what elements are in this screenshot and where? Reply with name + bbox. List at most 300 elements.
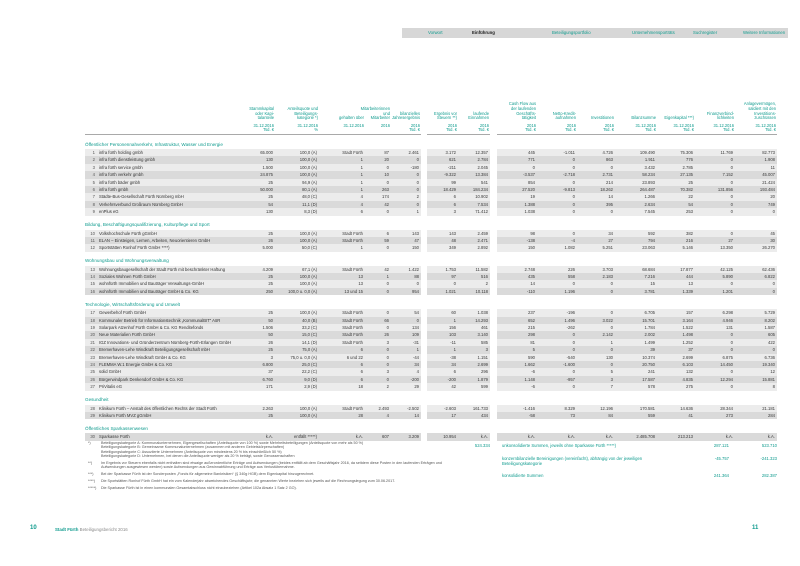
footnote-text: Die Sparkasse Fürth ist in einen kommunalen Gesamtabschluss nicht einzubeziehen (Artikel 102a Absatz 1 Satz 2 GO).	[101, 485, 297, 490]
cell-anteilsquote: 94,9 (A)	[302, 179, 317, 185]
row-segment-middle	[427, 339, 490, 346]
cell-finanzverbindlichkeiten: 0	[730, 332, 733, 338]
table-row	[85, 171, 777, 178]
cell-jahresergebnis: 0	[416, 317, 419, 323]
cell-cash-flow: -1.416	[523, 405, 535, 411]
header-date: 31.12.2016	[343, 122, 364, 128]
cell-netto-kreditaufnahmen: 558	[568, 274, 575, 280]
cell-gehalten-ueber: 28	[358, 412, 363, 418]
cell-cash-flow: 2.748	[524, 266, 535, 272]
footer-brand: Stadt Fürth	[55, 527, 79, 532]
cell-laufende-einnahmen: 2.045	[477, 164, 488, 170]
cell-ergebnis-vor-steuern: 621	[449, 157, 456, 163]
cell-investitionen: 214	[606, 179, 613, 185]
nav-tab-beteiligungsportfolio[interactable]: Beteiligungsportfolio	[552, 30, 591, 35]
header-line: lichkeiten	[716, 115, 734, 121]
row-segment-middle	[427, 193, 490, 200]
row-segment-middle	[427, 171, 490, 178]
header-unit: Tsd. €	[723, 127, 734, 133]
row-segment-left	[85, 309, 421, 316]
company-name: Sparkasse Fürth	[99, 434, 130, 440]
row-segment-right	[497, 193, 777, 200]
cell-gehalten-ueber: 6	[360, 376, 363, 382]
header-date: 31.12.2016	[297, 122, 318, 128]
cell-finanzverbindlichkeiten: 28.344	[720, 405, 733, 411]
cell-bilanzsumme: 6.705	[644, 310, 655, 316]
row-segment-right	[497, 230, 777, 237]
cell-mitarbeiter: 3	[386, 369, 389, 375]
cell-ergebnis-vor-steuern: -211	[447, 164, 456, 170]
cell-netto-kreditaufnahmen: 0	[572, 347, 575, 353]
cell-anlagevermoegen: 19.340	[762, 361, 775, 367]
cell-mitarbeiter: 174	[382, 194, 389, 200]
cell-netto-kreditaufnahmen: 73	[570, 412, 575, 418]
footnote-text: Beteiligungskategorie D: Unternehmen, bei denen die Anteilsquote weniger als 20 % beträgt, sowie Genossenschaften	[101, 454, 295, 459]
row-segment-left	[85, 186, 421, 193]
header-line: Jahresergebnis	[392, 115, 420, 121]
cell-finanzverbindlichkeiten: 7.152	[722, 172, 733, 178]
cell-netto-kreditaufnahmen: -1.600	[563, 361, 575, 367]
cell-finanzverbindlichkeiten: 0	[730, 201, 733, 207]
header-spacer	[97, 84, 231, 135]
cell-cash-flow: 652	[528, 317, 535, 323]
column-header-cash-flow	[497, 84, 537, 135]
row-segment-left	[85, 405, 421, 412]
cell-jahresergebnis: 0	[416, 179, 419, 185]
row-segment-middle	[427, 273, 490, 280]
row-segment-right	[497, 171, 777, 178]
nav-tab-einf-hrung[interactable]: Einführung	[472, 30, 495, 35]
cell-eigenkapital: 1.252	[682, 339, 693, 345]
cell-ergebnis-vor-steuern: 18.429	[443, 186, 456, 192]
table-row	[85, 164, 777, 171]
column-header-text	[509, 102, 536, 133]
row-segment-middle	[427, 433, 490, 440]
row-segment-middle	[427, 156, 490, 163]
cell-eigenkapital: 75.306	[680, 150, 693, 155]
header-line: saldiert mit den	[748, 105, 776, 111]
cell-netto-kreditaufnahmen: 0	[572, 201, 575, 207]
cell-stammkapital: 25	[268, 230, 273, 236]
cell-stammkapital: 25	[268, 347, 273, 353]
row-segment-middle	[427, 346, 490, 353]
cell-anlagevermoegen: 0	[772, 288, 775, 294]
table-row	[85, 201, 777, 208]
cell-anteilsquote: 50,0 (C)	[301, 245, 317, 251]
table-row	[85, 288, 777, 295]
cell-investitionen: 3.703	[602, 266, 613, 272]
cell-ergebnis-vor-steuern: -9.322	[444, 172, 456, 178]
header-line: Mitarbeiter	[370, 115, 390, 121]
company-name: Bremerhaven-Lehe Windkraft GmbH & Co. KG	[99, 354, 186, 360]
cell-mitarbeiter: 607	[382, 434, 389, 440]
cell-laufende-einnahmen: 12.357	[475, 150, 488, 155]
summary-value-1: 241.364	[713, 473, 729, 478]
cell-investitionen: 34	[608, 230, 613, 236]
column-header-text	[288, 107, 319, 133]
cell-cash-flow: 590	[528, 354, 535, 360]
cell-stammkapital: 6.760	[262, 376, 273, 382]
cell-finanzverbindlichkeiten: 42.125	[720, 266, 733, 272]
row-number: 7	[92, 194, 95, 200]
nav-tab-weitere-informationen[interactable]: Weitere Informationen	[743, 30, 786, 35]
cell-ergebnis-vor-steuern: 97	[451, 274, 456, 280]
cell-bilanzsumme: 58.234	[642, 172, 655, 178]
header-date: 31.12.2016	[673, 122, 694, 128]
cell-cash-flow: 854	[528, 179, 535, 185]
cell-eigenkapital: 3.164	[682, 317, 693, 323]
header-line: Netto-Kredit-	[552, 110, 576, 116]
row-segment-left	[85, 368, 421, 375]
table-row	[85, 280, 777, 287]
cell-laufende-einnahmen: 1.879	[477, 376, 488, 382]
footnote-text: Beteiligungskategorie A: Kommunalunternehmen, Eigengesellschaften (Anteilsquote von 100 %) sowie Mehrheitsbeteiligungen (Anteilsquote von mehr als 50 %)	[101, 441, 364, 445]
cell-anteilsquote: 25,0 (C)	[301, 361, 317, 367]
row-segment-middle	[427, 280, 490, 287]
cell-finanzverbindlichkeiten: 0	[730, 230, 733, 236]
header-date: 2016	[410, 122, 420, 128]
cell-bilanzsumme: 1.784	[644, 325, 655, 331]
cell-stammkapital: 65.000	[260, 150, 273, 155]
cell-jahresergebnis: -44	[412, 354, 419, 360]
summary-row	[85, 456, 777, 466]
cell-jahresergebnis: 1	[416, 347, 419, 353]
row-segment-left	[85, 273, 421, 280]
header-line: Mitarbeiterinnen	[360, 106, 390, 111]
cell-laufende-einnahmen: 1.151	[477, 354, 488, 360]
company-name: Klinikum Fürth – Anstalt des öffentlichen Rechts der Stadt Fürth	[99, 405, 217, 411]
cell-mitarbeiter: 87	[384, 150, 389, 155]
row-number: 26	[90, 376, 95, 382]
row-segment-left	[85, 149, 421, 156]
header-date: 2016	[380, 122, 390, 128]
company-name: infra fürth service gmbh	[99, 164, 143, 170]
column-header-text	[392, 112, 420, 133]
row-segment-left	[85, 433, 421, 440]
cell-investitionen: 7	[610, 384, 613, 390]
cell-gehalten-ueber: 1	[360, 179, 363, 185]
cell-jahresergebnis: -31	[412, 339, 419, 345]
header-line: Investitions-	[754, 110, 776, 116]
cell-gehalten-ueber: k.A.	[355, 434, 363, 440]
cell-gehalten-ueber: Stadt Fürth	[342, 317, 363, 323]
cell-eigenkapital: 14.636	[680, 405, 693, 411]
cell-investitionen: 18.262	[600, 186, 613, 192]
company-name: wohnfürth Immobilien und Bauträger GmbH & Co. KG	[99, 288, 199, 294]
cell-mitarbeiter: 0	[386, 361, 389, 367]
row-segment-middle	[427, 361, 490, 368]
company-name: infra fürth dienstleistung gmbh	[99, 157, 156, 163]
column-header-text	[361, 107, 390, 133]
section-header: Bildung, Beschäftigungsqualifizierung, Kulturpflege und Sport	[85, 222, 210, 228]
row-segment-left	[85, 324, 421, 331]
column-header-text	[631, 116, 656, 133]
cell-investitionen: 0	[610, 209, 613, 215]
column-header-text	[249, 107, 274, 133]
row-number: 29	[90, 412, 95, 418]
column-header-mitarbeiter	[360, 84, 391, 135]
cell-anteilsquote: 9,0 (D)	[304, 376, 317, 382]
cell-jahresergebnis: 3.209	[408, 434, 419, 440]
row-segment-left	[85, 237, 421, 244]
company-name: infra fürth verkehr gmbh	[99, 172, 144, 178]
row-segment-middle	[427, 237, 490, 244]
cell-mitarbeiter: 0	[386, 376, 389, 382]
cell-cash-flow: 1.038	[524, 209, 535, 215]
cell-stammkapital: 26	[268, 339, 273, 345]
cell-bilanzsumme: 2.002	[644, 332, 655, 338]
row-number: 15	[90, 281, 95, 287]
cell-jahresergebnis: 1	[416, 209, 419, 215]
cell-netto-kreditaufnahmen: -196	[566, 310, 575, 316]
row-segment-right	[497, 266, 777, 273]
company-name: Klinikum Fürth MVZ gGmbH	[99, 412, 152, 418]
cell-cash-flow: 0	[532, 164, 535, 170]
cell-jahresergebnis: 954	[412, 288, 419, 294]
cell-eigenkapital: 132	[686, 369, 693, 375]
column-header-text	[707, 112, 734, 133]
footer-report-title: Beteiligungsbericht 2016	[79, 527, 128, 532]
header-segment	[497, 84, 777, 135]
cell-netto-kreditaufnahmen: 0	[572, 230, 575, 236]
table-row	[85, 324, 777, 331]
cell-anteilsquote: 100,0 (A)	[299, 164, 317, 170]
cell-mitarbeiter: 263	[382, 186, 389, 192]
row-segment-middle	[427, 179, 490, 186]
column-header-gehalten-ueber	[319, 84, 365, 135]
row-segment-right	[497, 368, 777, 375]
cell-gehalten-ueber: Stadt Fürth	[342, 339, 363, 345]
nav-tab-vorwort[interactable]: Vorwort	[428, 30, 443, 35]
row-segment-right	[497, 361, 777, 368]
header-line: Investitionen	[591, 115, 614, 121]
table-row	[85, 331, 777, 338]
page-number-left: 10	[30, 525, 37, 531]
row-segment-left	[85, 339, 421, 346]
column-header-jahresergebnis	[391, 84, 421, 135]
cell-stammkapital: 5.000	[262, 245, 273, 251]
cell-gehalten-ueber: 13	[358, 281, 363, 287]
cell-laufende-einnahmen: k.A.	[480, 434, 488, 440]
cell-finanzverbindlichkeiten: 0	[730, 164, 733, 170]
row-segment-middle	[427, 354, 490, 361]
summary-label: konsolidierte Summen	[502, 473, 544, 478]
cell-jahresergebnis: 109	[412, 332, 419, 338]
nav-tab-unternehmensportr-ts[interactable]: Unternehmensporträts	[632, 30, 675, 35]
cell-cash-flow: -110	[526, 288, 535, 294]
cell-anteilsquote: 100,0 (A)	[299, 150, 317, 155]
summary-row	[85, 443, 777, 448]
row-segment-left	[85, 266, 421, 273]
cell-mitarbeiter: 0	[386, 281, 389, 287]
cell-cash-flow: 81	[530, 339, 535, 345]
cell-cash-flow: 445	[528, 150, 535, 155]
cell-laufende-einnahmen: 296	[481, 369, 488, 375]
row-segment-left	[85, 288, 421, 295]
cell-netto-kreditaufnahmen: 0	[572, 281, 575, 287]
cell-investitionen: 0	[610, 361, 613, 367]
row-segment-right	[497, 208, 777, 215]
footnote-marker: ****)	[88, 479, 95, 484]
cell-laufende-einnahmen: 2	[485, 281, 488, 287]
cell-jahresergebnis: 150	[412, 245, 419, 251]
cell-bilanzsumme: 264.487	[639, 186, 655, 192]
cell-bilanzsumme: 23.063	[642, 245, 655, 251]
cell-anlagevermoegen: 82.773	[762, 150, 775, 155]
cell-bilanzsumme: 68.684	[642, 266, 655, 272]
cell-stammkapital: 25	[268, 281, 273, 287]
header-date: 2016	[447, 122, 457, 128]
company-name: Volkshochschule Fürth gGmbH	[99, 230, 157, 236]
cell-laufende-einnahmen: 13.384	[475, 172, 488, 178]
row-segment-right	[497, 280, 777, 287]
cell-finanzverbindlichkeiten: 0	[730, 179, 733, 185]
row-segment-left	[85, 156, 421, 163]
cell-stammkapital: 25	[268, 179, 273, 185]
footnote-line	[88, 486, 456, 490]
holdings-overview-table	[85, 84, 777, 441]
header-unit	[361, 128, 390, 133]
company-name: IGZ Innovations- und Gründerzentrum Nürnberg-Fürth-Erlangen GmbH	[99, 339, 231, 345]
cell-anlagevermoegen: 20	[770, 194, 775, 200]
header-line: Ergebnis vor	[434, 110, 457, 116]
row-number: 21	[90, 339, 95, 345]
company-name: Sportstätten Ronhof Fürth GmbH ****)	[99, 245, 170, 251]
cell-investitionen: 863	[606, 157, 613, 163]
cell-investitionen: 0	[610, 347, 613, 353]
cell-cash-flow: 19	[530, 194, 535, 200]
row-segment-right	[497, 201, 777, 208]
cell-cash-flow: -6	[531, 384, 535, 390]
table-row	[85, 179, 777, 186]
cell-laufende-einnahmen: 14.293	[475, 317, 488, 323]
cell-anteilsquote: 100,0 (A)	[299, 274, 317, 280]
cell-mitarbeiter: 42	[384, 266, 389, 272]
row-number: 20	[90, 332, 95, 338]
table-row	[85, 368, 777, 375]
cell-investitionen: 27	[608, 237, 613, 243]
cell-anlagevermoegen: 284	[768, 412, 775, 418]
cell-cash-flow: 1.662	[524, 361, 535, 367]
cell-gehalten-ueber: 4	[360, 194, 363, 200]
cell-eigenkapital: 2.785	[682, 164, 693, 170]
cell-eigenkapital: 22	[688, 194, 693, 200]
row-segment-left	[85, 193, 421, 200]
cell-anlagevermoegen: 11	[770, 164, 775, 170]
header-line: und	[383, 110, 390, 116]
cell-netto-kreditaufnahmen: 0	[572, 339, 575, 345]
cell-netto-kreditaufnahmen: 0	[572, 164, 575, 170]
header-date: 2016	[526, 122, 536, 128]
row-segment-middle	[427, 266, 490, 273]
header-segment	[427, 84, 490, 135]
footnote-text: Die Sportstätten Ronhof Fürth GmbH hat ein vom Kalenderjahr abweichendes Geschäftsjahr; die genannten Werte beziehen sich jeweils auf die Rechnungslegung zum 30.06.2017.	[101, 479, 396, 484]
cell-mitarbeiter: 1	[386, 274, 389, 280]
row-segment-middle	[427, 331, 490, 338]
row-segment-right	[497, 412, 777, 419]
cell-bilanzsumme: 1.499	[644, 339, 655, 345]
cell-bilanzsumme: 2.634	[644, 201, 655, 207]
cell-ergebnis-vor-steuern: 0	[453, 281, 456, 287]
row-number: 18	[90, 317, 95, 323]
cell-bilanzsumme: 15.701	[642, 317, 655, 323]
cell-laufende-einnahmen: 184.234	[472, 186, 488, 192]
header-line: Geschäfts-	[516, 110, 536, 116]
cell-jahresergebnis: 34	[414, 361, 419, 367]
cell-finanzverbindlichkeiten: 27	[728, 237, 733, 243]
row-segment-right	[497, 324, 777, 331]
column-header-ergebnis-vor-steuern	[427, 84, 458, 135]
cell-jahresergebnis: 47	[414, 237, 419, 243]
cell-finanzverbindlichkeiten: 0	[730, 369, 733, 375]
cell-netto-kreditaufnahmen: 1.196	[564, 288, 575, 294]
cell-stammkapital: 24.875	[260, 172, 273, 178]
cell-bilanzsumme: 17.587	[642, 376, 655, 382]
cell-anlagevermoegen: 6.736	[764, 354, 775, 360]
cell-anteilsquote: 75,0 (A)	[302, 347, 317, 353]
cell-gehalten-ueber: Stadt Fürth	[342, 310, 363, 316]
cell-anlagevermoegen: 30	[770, 237, 775, 243]
column-header-text	[553, 112, 576, 133]
cell-eigenkapital: 41	[688, 412, 693, 418]
header-unit: Tsd. €	[263, 127, 274, 133]
cell-netto-kreditaufnahmen: 0	[572, 384, 575, 390]
section-header: Technologie, Wirtschaftsförderung und Umwelt	[85, 301, 180, 307]
cell-stammkapital: 4.209	[262, 266, 273, 272]
cell-laufende-einnahmen: 1.038	[477, 310, 488, 316]
row-segment-left	[85, 331, 421, 338]
cell-eigenkapital: 17.877	[680, 266, 693, 272]
cell-gehalten-ueber: Stadt Fürth	[342, 405, 363, 411]
header-date: 2016	[566, 122, 576, 128]
cell-stammkapital: 25	[268, 310, 273, 316]
cell-investitionen: 0	[610, 164, 613, 170]
cell-eigenkapital: 54	[688, 201, 693, 207]
cell-anteilsquote: 100,0 (A)	[299, 310, 317, 316]
table-row	[85, 149, 777, 156]
cell-anlagevermoegen: 6.822	[764, 274, 775, 280]
row-number: 25	[90, 369, 95, 375]
column-header-bilanzsumme	[615, 84, 657, 135]
cell-investitionen: 3.022	[602, 317, 613, 323]
cell-mitarbeiter: 0	[386, 288, 389, 294]
cell-anteilsquote: 100,0 (A)	[299, 230, 317, 236]
cell-finanzverbindlichkeiten: 131	[726, 325, 733, 331]
cell-investitionen: 4.726	[602, 150, 613, 155]
row-segment-middle	[427, 186, 490, 193]
column-header-anteilsquote	[275, 84, 319, 135]
row-number: 23	[90, 354, 95, 360]
cell-jahresergebnis: 134	[412, 325, 419, 331]
row-number: 13	[90, 266, 95, 272]
cell-netto-kreditaufnahmen: 1.496	[564, 317, 575, 323]
cell-stammkapital: k.A.	[265, 434, 273, 440]
cell-investitionen: 1	[610, 339, 613, 345]
row-segment-right	[497, 331, 777, 338]
cell-bilanzsumme: 2.485.708	[636, 434, 655, 440]
cell-jahresergebnis: 1.422	[408, 266, 419, 272]
cell-anteilsquote: 80,1 (A)	[302, 186, 317, 192]
header-date: 31.12.2016	[635, 122, 656, 128]
table-row	[85, 309, 777, 316]
header-line: der laufenden	[510, 105, 536, 111]
cell-anlagevermoegen: 0	[772, 281, 775, 287]
nav-tab-suchregister[interactable]: Suchregister	[693, 30, 718, 35]
table-row	[85, 244, 777, 251]
header-date: 31.12.2016	[713, 122, 734, 128]
cell-gehalten-ueber: 6	[360, 347, 363, 353]
cell-bilanzsumme: 170.581	[639, 405, 655, 411]
